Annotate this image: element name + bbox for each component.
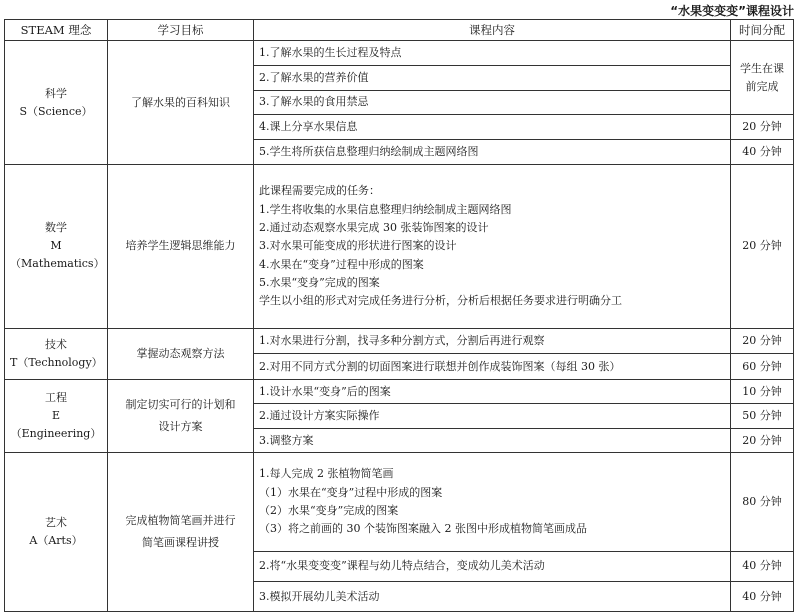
content-cell: 2.了解水果的营养价值 xyxy=(254,66,731,91)
concept-tech: 技术 T（Technology） xyxy=(5,328,108,379)
steam-course-table xyxy=(4,19,794,612)
table-row xyxy=(5,328,794,354)
content-cell: 3.模拟开展幼儿美术活动 xyxy=(254,582,731,612)
table-row xyxy=(5,379,794,404)
time-cell: 20 分钟 xyxy=(731,165,794,329)
concept-math: 数学 M （Mathematics） xyxy=(5,165,108,329)
header-steam: STEAM 理念 xyxy=(5,20,108,41)
goal-math: 培养学生逻辑思维能力 xyxy=(108,165,254,329)
goal-science: 了解水果的百科知识 xyxy=(108,41,254,165)
table-caption: “水果变变变”课程设计 xyxy=(670,4,794,18)
content-math: 此课程需要完成的任务： 1.学生将收集的水果信息整理归纳绘制成主题网络图 2.通过动态观察水果完成 30 张装饰图案的设计 3.对水果可能变成的形状进行图案的设计 4.水果在“变身”过程中形成的图案 5.水果“变身”完成的图案 学生以小组的形式对完成任务进行分析，分析后根据任务要求进行明确分工 xyxy=(254,165,731,329)
time-cell: 40 分钟 xyxy=(731,139,794,165)
time-cell: 80 分钟 xyxy=(731,453,794,551)
table-row xyxy=(5,41,794,66)
content-cell: 2.通过设计方案实际操作 xyxy=(254,404,731,429)
content-cell: 2.将“水果变变变”课程与幼儿特点结合，变成幼儿美术活动 xyxy=(254,551,731,582)
time-cell: 20 分钟 xyxy=(731,428,794,453)
time-cell: 20 分钟 xyxy=(731,115,794,140)
content-cell: 4.课上分享水果信息 xyxy=(254,115,731,140)
content-cell: 3.了解水果的食用禁忌 xyxy=(254,90,731,115)
concept-art: 艺术 A（Arts） xyxy=(5,453,108,612)
content-cell: 2.对用不同方式分割的切面图案进行联想并创作成装饰图案（每组 30 张） xyxy=(254,354,731,380)
goal-tech: 掌握动态观察方法 xyxy=(108,328,254,379)
time-cell: 50 分钟 xyxy=(731,404,794,429)
goal-eng: 制定切实可行的计划和 设计方案 xyxy=(108,379,254,453)
content-cell: 1.设计水果“变身”后的图案 xyxy=(254,379,731,404)
header-content: 课程内容 xyxy=(254,20,731,41)
time-cell: 40 分钟 xyxy=(731,551,794,582)
time-science-precourse: 学生在课 前完成 xyxy=(731,41,794,115)
table-row xyxy=(5,165,794,329)
concept-science: 科学 S（Science） xyxy=(5,41,108,165)
content-cell: 1.了解水果的生长过程及特点 xyxy=(254,41,731,66)
goal-art: 完成植物简笔画并进行 简笔画课程讲授 xyxy=(108,453,254,612)
header-goal: 学习目标 xyxy=(108,20,254,41)
time-cell: 20 分钟 xyxy=(731,328,794,354)
content-cell: 1.对水果进行分割，找寻多种分割方式，分割后再进行观察 xyxy=(254,328,731,354)
time-cell: 60 分钟 xyxy=(731,354,794,380)
table-row xyxy=(5,453,794,551)
content-cell: 3.调整方案 xyxy=(254,428,731,453)
header-row xyxy=(5,20,794,41)
concept-eng: 工程 E（Engineering） xyxy=(5,379,108,453)
time-cell: 10 分钟 xyxy=(731,379,794,404)
header-time: 时间分配 xyxy=(731,20,794,41)
content-art-block: 1.每人完成 2 张植物简笔画 （1）水果在“变身”过程中形成的图案 （2）水果“变身”完成的图案 （3）将之前画的 30 个装饰图案融入 2 张图中形成植物简笔画成品 xyxy=(254,453,731,551)
time-cell: 40 分钟 xyxy=(731,582,794,612)
content-cell: 5.学生将所获信息整理归纳绘制成主题网络图 xyxy=(254,139,731,165)
